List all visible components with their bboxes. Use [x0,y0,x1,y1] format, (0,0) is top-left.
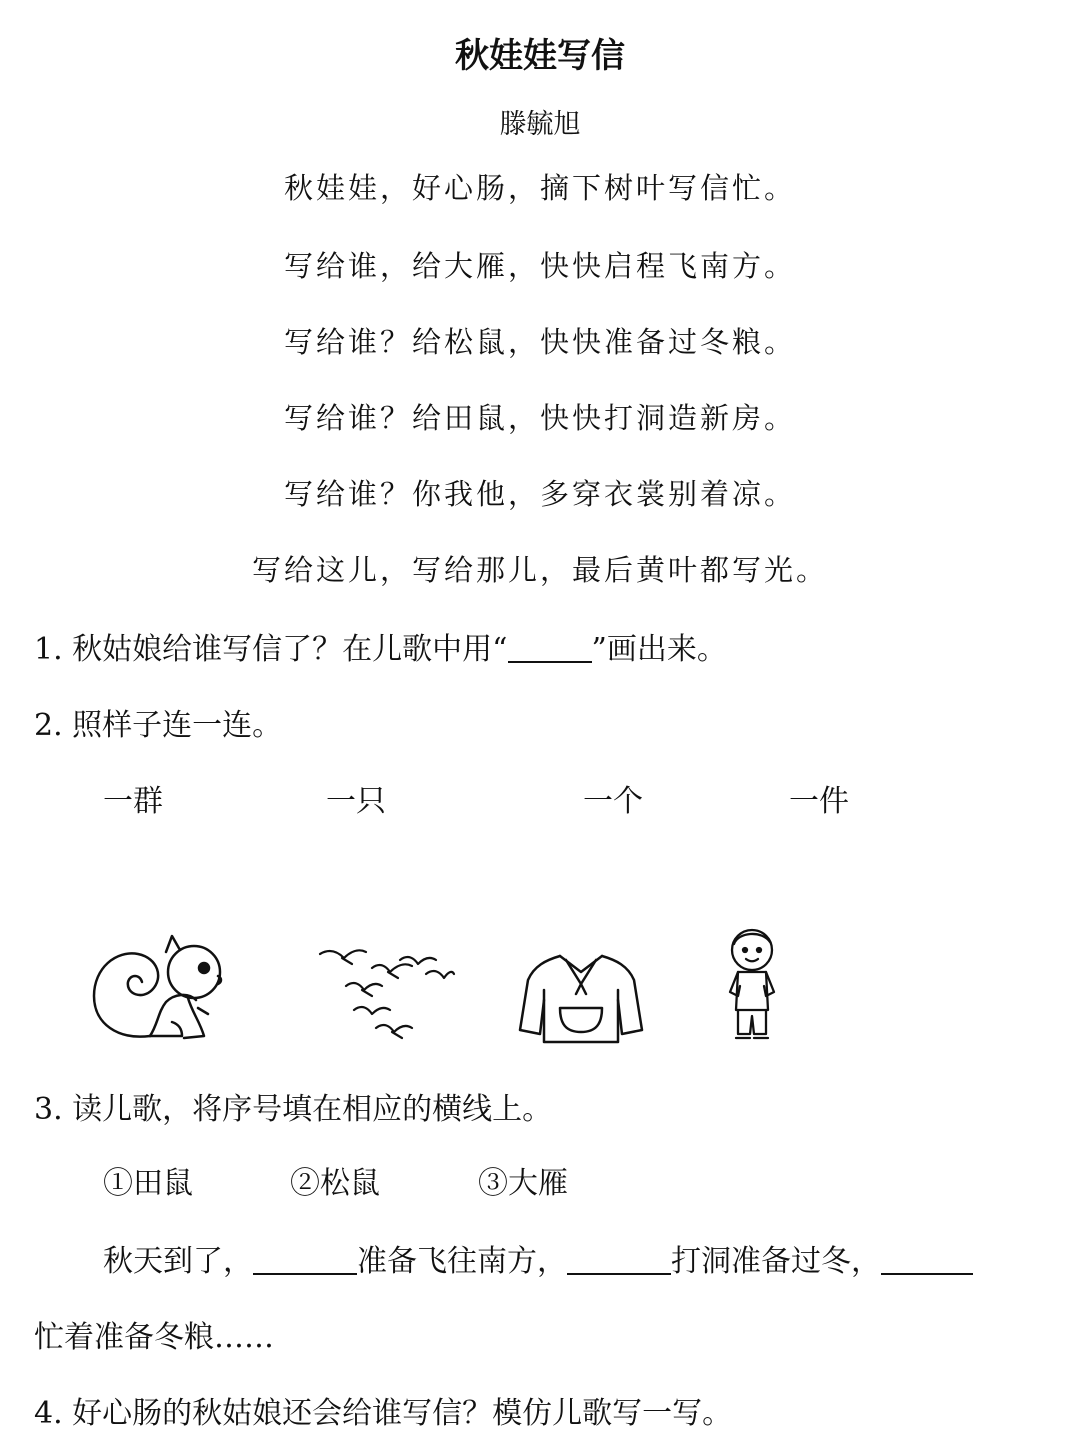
answer-blank[interactable] [567,1243,671,1275]
poem-line: 写给这儿，写给那儿，最后黄叶都写光。 [251,553,828,587]
answer-blank[interactable] [881,1243,973,1275]
child-icon [718,926,786,1046]
poem-line: 写给谁，给大雁，快快启程飞南方。 [283,249,796,283]
jacket-icon [516,950,646,1046]
poem-line: 写给谁？你我他，多穿衣裳别着凉。 [283,477,796,511]
question-1-text: 1. 秋姑娘给谁写信了？在儿歌中用“ [34,632,508,667]
sentence-start: 秋天到了， [103,1244,253,1279]
measure-word: 一只 [326,784,386,819]
option-item: ③大雁 [478,1166,568,1201]
question-3-sentence [103,1236,973,1280]
question-1-text-end: ”画出来。 [591,632,727,667]
page-title: 秋娃娃写信 [455,36,625,76]
sentence-part: 打洞准备过冬， [671,1244,881,1279]
question-2: 2. 照样子连一连。 [34,708,283,743]
answer-blank[interactable] [253,1243,357,1275]
question-3: 3. 读儿歌，将序号填在相应的横线上。 [34,1092,553,1127]
question-4: 4. 好心肠的秋姑娘还会给谁写信？模仿儿歌写一写。 [34,1396,733,1431]
geese-flock-icon [316,940,456,1050]
measure-word: 一件 [789,784,849,819]
option-item: ①田鼠 [103,1166,193,1201]
measure-word: 一个 [583,784,643,819]
question-3-sentence-end: 忙着准备冬粮…… [34,1320,274,1355]
poem-line: 写给谁？给田鼠，快快打洞造新房。 [283,401,796,435]
measure-word: 一群 [103,784,163,819]
underline-sample [508,631,592,663]
question-1 [34,624,727,668]
poem-line: 写给谁？给松鼠，快快准备过冬粮。 [283,325,796,359]
sentence-part: 准备飞往南方， [357,1244,567,1279]
option-item: ②松鼠 [290,1166,380,1201]
author-name: 滕毓旭 [499,109,581,140]
poem-line: 秋娃娃，好心肠，摘下树叶写信忙。 [283,171,796,205]
squirrel-icon [88,932,230,1048]
